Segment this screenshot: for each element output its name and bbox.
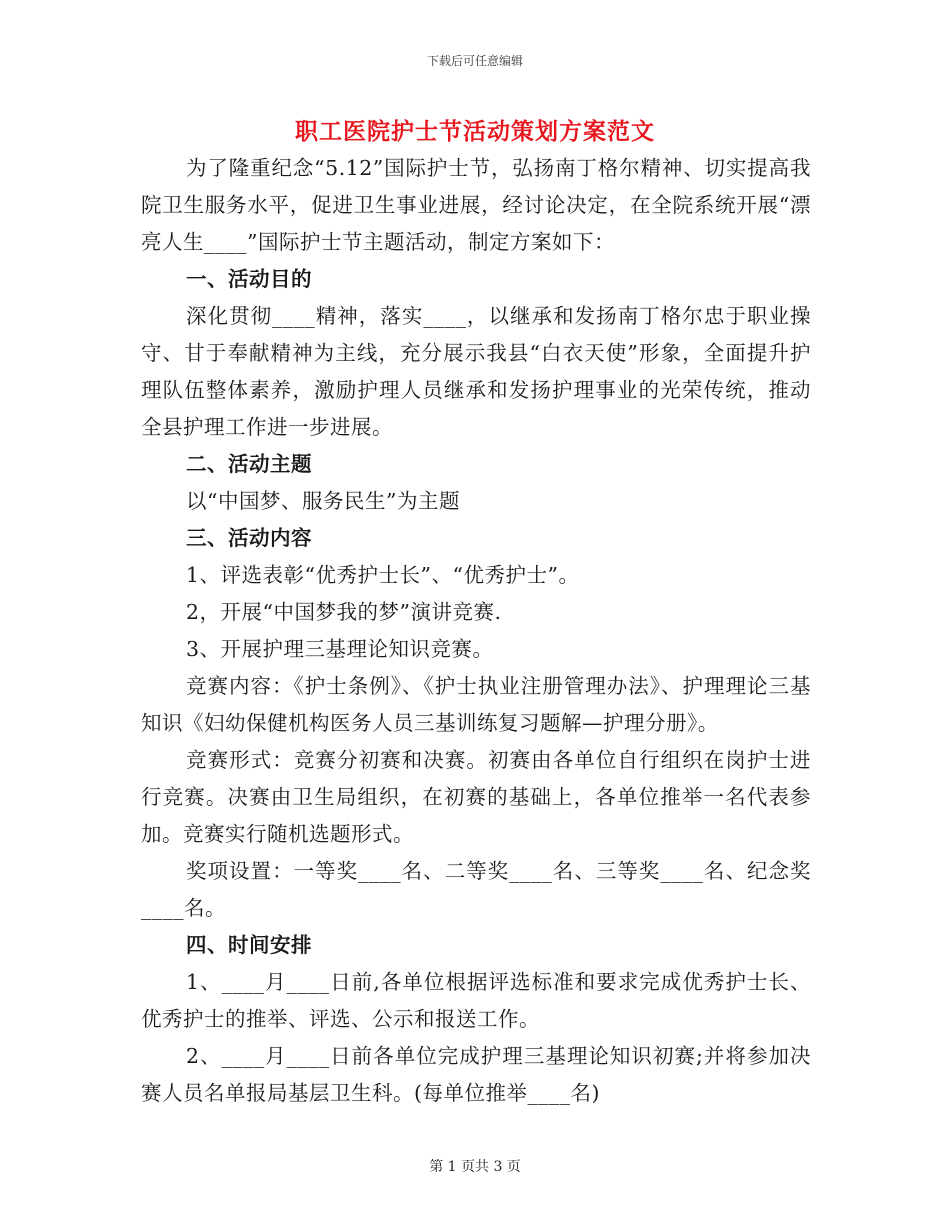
content-item-3: 3、开展护理三基理论知识竞赛。: [186, 637, 494, 661]
awards-paragraph: 奖项设置：一等奖____名、二等奖____名、三等奖____名、纪念奖____名。: [141, 859, 811, 920]
page-footer: 第 1 页共 3 页: [429, 1159, 521, 1175]
content-item-2: 2，开展“中国梦我的梦”演讲竞赛.: [186, 600, 502, 624]
schedule-item-2: 2、____月____日前各单位完成护理三基理论知识初赛;并将参加决赛人员名单报局基层卫生科。(每单位推举____名): [141, 1044, 811, 1105]
theme-paragraph: 以“中国梦、服务民生”为主题: [186, 489, 460, 513]
schedule-item-1: 1、____月____日前,各单位根据评选标准和要求完成优秀护士长、优秀护士的推举、评选、公示和报送工作。: [141, 970, 811, 1031]
competition-format-paragraph: 竞赛形式：竞赛分初赛和决赛。初赛由各单位自行组织在岗护士进行竞赛。决赛由卫生局组织，在初赛的基础上，各单位推举一名代表参加。竞赛实行随机选题形式。: [141, 748, 811, 846]
intro-paragraph: 为了隆重纪念“5.12”国际护士节，弘扬南丁格尔精神、切实提高我院卫生服务水平，促进卫生事业进展，经讨论决定，在全院系统开展“漂亮人生____”国际护士节主题活动，制定方案如下：: [141, 156, 811, 254]
section-heading-purpose: 一、活动目的: [186, 267, 312, 291]
content-item-1: 1、评选表彰“优秀护士长”、“优秀护士”。: [186, 563, 580, 587]
section-heading-content: 三、活动内容: [186, 526, 312, 550]
section-heading-schedule: 四、时间安排: [186, 933, 312, 957]
section-heading-theme: 二、活动主题: [186, 452, 312, 476]
document-body: [141, 150, 811, 1112]
purpose-paragraph: 深化贯彻____精神，落实____，以继承和发扬南丁格尔忠于职业操守、甘于奉献精神为主线，充分展示我县“白衣天使”形象，全面提升护理队伍整体素养，激励护理人员继承和发扬护理事业的光荣传统，推动全县护理工作进一步进展。: [141, 304, 811, 439]
document-title: 职工医院护士节活动策划方案范文: [295, 119, 655, 145]
page-header-note: 下载后可任意编辑: [426, 54, 523, 68]
competition-content-paragraph: 竞赛内容：《护士条例》、《护士执业注册管理办法》、护理理论三基知识《妇幼保健机构医务人员三基训练复习题解—护理分册》。: [141, 674, 811, 735]
